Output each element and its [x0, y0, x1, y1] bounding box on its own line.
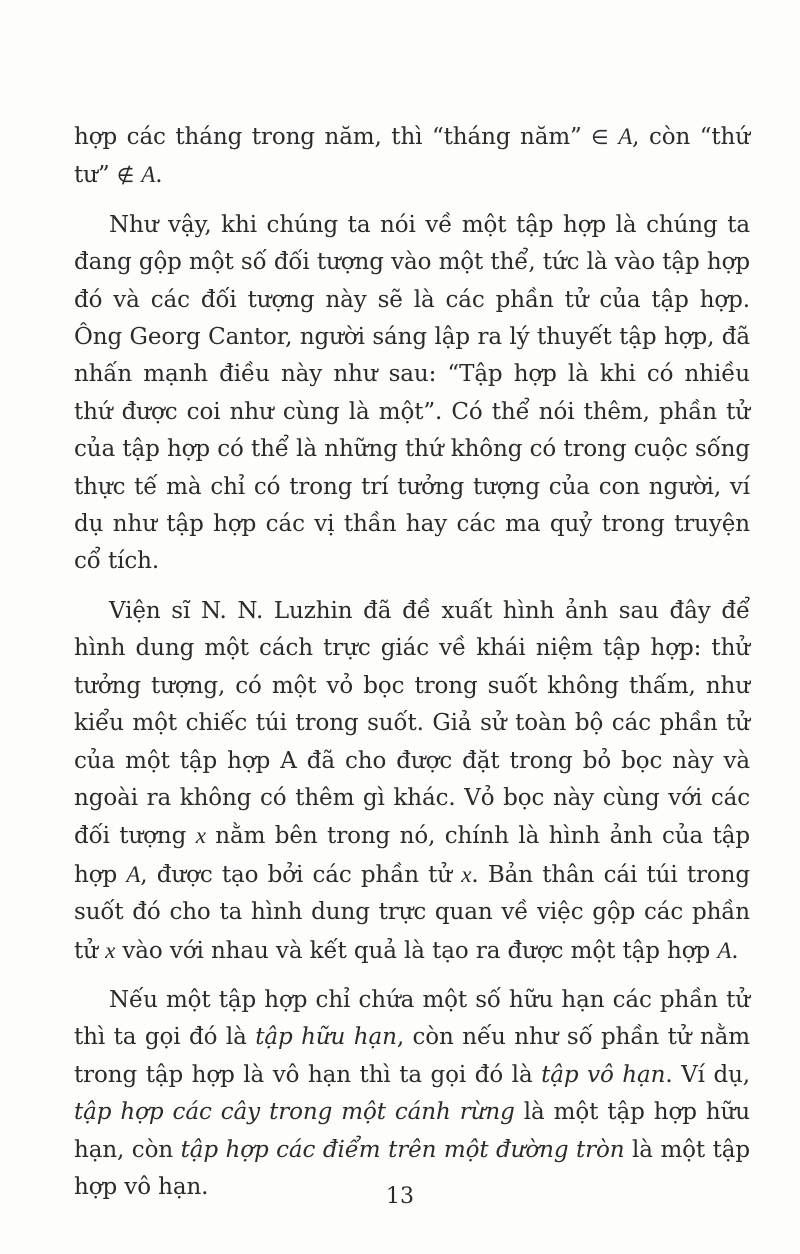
paragraph-4 [74, 982, 750, 1206]
math-variable: x [195, 823, 206, 849]
text-run: , được tạo bởi các phần tử [140, 861, 462, 888]
text-run: vào với nhau và kết quả là tạo ra được một tập hợp [115, 937, 718, 964]
text-run: . [731, 937, 739, 964]
text-run: hợp các tháng trong năm, thì “tháng năm” [74, 124, 592, 150]
emphasis-example: tập hợp các cây trong một cánh rừng [74, 1099, 515, 1126]
paragraph-2: Như vậy, khi chúng ta nói về một tập hợp là chúng ta đang gộp một số đối tượng vào một thể, tức là vào tập hợp đó và các đối tượng này sẽ là các phần tử của tập hợp. Ông Georg Cantor, người sáng lập ra lý thuyết tập hợp, đã nhấn mạnh điều này như sau: “Tập hợp là khi có nhiều thứ được coi như cùng là một”. Có thể nói thêm, phần tử của tập hợp có thể là những thứ không có trong cuộc sống thực tế mà chỉ có trong trí tưởng tượng của con người, ví dụ như tập hợp các vị thần hay các ma quỷ trong truyện cổ tích. [74, 211, 750, 575]
emphasis-term: tập vô hạn [541, 1061, 666, 1088]
text-run: , còn nếu như số phần tử nằm trong tập hợp là vô hạn thì ta gọi đó là [74, 1024, 750, 1088]
text-run: Viện sĩ N. N. Luzhin đã đề xuất hình ảnh sau đây để hình dung một cách trực giác về khái niệm tập hợp: thử tưởng tượng, có một vỏ bọc trong suốt không thấm, như kiểu một chiếc túi trong suốt. Giả sử toàn bộ các phần tử của một tập hợp A đã cho được đặt trong bỏ bọc này và ngoài ra không có thêm gì khác. Vỏ bọc này cùng với các đối tượng [74, 597, 750, 850]
page-body [74, 118, 750, 1218]
emphasis-example: tập hợp các điểm trên một đường tròn [180, 1136, 625, 1163]
math-variable: x [105, 937, 116, 963]
not-element-of-symbol: ∉ [116, 163, 135, 188]
text-run: . [155, 162, 163, 189]
page-number: 13 [386, 1184, 414, 1209]
text-run: . Ví dụ, [665, 1061, 750, 1088]
text-run: Nếu một tập hợp chỉ chứa một số hữu hạn các phần tử thì ta gọi đó là [74, 986, 750, 1051]
math-variable: A [126, 861, 141, 887]
element-of-symbol: ∈ [591, 125, 609, 149]
math-variable: A [717, 937, 732, 963]
paragraph-3 [74, 593, 750, 970]
text-run: là một tập hợp vô hạn. [74, 1136, 750, 1200]
text-run [609, 124, 619, 150]
text-run: nằm bên trong nó, chính là hình ảnh của tập hợp [74, 823, 750, 888]
paragraph-1 [74, 118, 750, 195]
text-run: là một tập hợp hữu hạn, còn [74, 1099, 751, 1163]
math-variable: x [461, 861, 472, 887]
math-variable: A [141, 162, 156, 188]
text-run: , còn “thứ tư” [74, 124, 750, 189]
math-variable: A [618, 124, 633, 149]
emphasis-term: tập hữu hạn [255, 1024, 397, 1051]
text-run: . Bản thân cái túi trong suốt đó cho ta hình dung trực quan về việc gộp các phần tử [74, 861, 750, 964]
